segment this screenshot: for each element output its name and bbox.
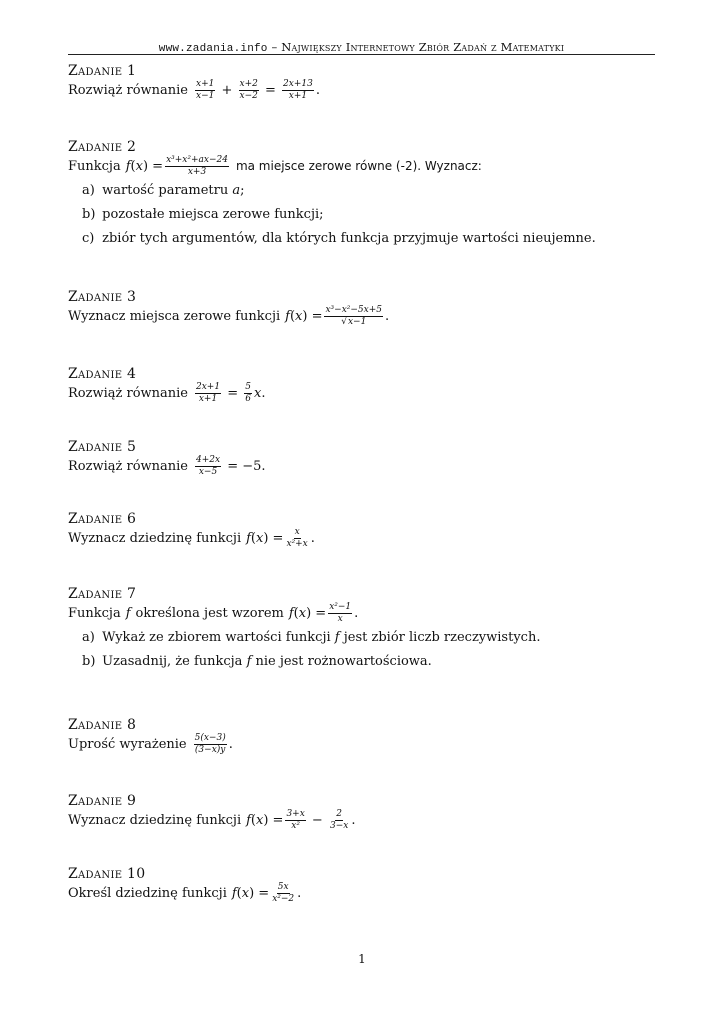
task-title: Zadanie 8 xyxy=(68,717,137,733)
task-title: Zadanie 7 xyxy=(68,586,137,602)
task-text: Wyznacz miejsca zerowe funkcji xyxy=(68,309,281,324)
task-4 xyxy=(68,367,668,404)
task-text: Funkcja xyxy=(68,159,121,174)
list-item: a) Wykaż ze zbiorem wartości funkcji f jest zbiór liczb rzeczywistych. xyxy=(82,630,541,645)
task-title: Zadanie 9 xyxy=(68,793,137,809)
task-title: Zadanie 6 xyxy=(68,511,137,527)
task-2 xyxy=(68,140,668,255)
list-item: b) pozostałe miejsca zerowe funkcji; xyxy=(82,207,324,222)
task-text: Uprość wyrażenie xyxy=(68,737,187,752)
task-items xyxy=(68,630,668,669)
list-item: a) wartość parametru a; xyxy=(82,183,245,198)
task-statement: Rozwiąż równanie $\frac{4+2x}{x-5}$ = −5. xyxy=(68,455,266,477)
task-10 xyxy=(68,867,668,904)
fraction: $\frac{5(x-3)}{(3-x)y}$ xyxy=(194,733,226,755)
task-title: Zadanie 1 xyxy=(68,63,137,79)
page-header xyxy=(68,40,655,55)
task-text: Wyznacz dziedzinę funkcji xyxy=(68,531,242,546)
task-statement: Określ dziedzinę funkcji f ( x ) = $\frac{5x}{\text{x²−2}}$ . xyxy=(68,882,302,904)
header-title: Największy Internetowy Zbiór Zadań z Matematyki xyxy=(281,40,565,54)
task-5 xyxy=(68,440,668,477)
task-title: Zadanie 3 xyxy=(68,289,137,305)
task-text: Rozwiąż równanie xyxy=(68,459,188,474)
task-8 xyxy=(68,718,668,755)
task-statement: Wyznacz dziedzinę funkcji f ( x ) = $\frac{3+x}{\text{x²}}$ − $\frac{2}{3-x}$ . xyxy=(68,809,356,831)
task-statement: Rozwiąż równanie $\frac{x+1}{x-1}$ + $\frac{x+2}{x-2}$ = $\frac{2x+13}{x+1}$ . xyxy=(68,79,320,101)
header-rule xyxy=(68,54,655,55)
task-text: ma miejsce zerowe równe (-2). Wyznacz: xyxy=(235,159,482,173)
task-text: Rozwiąż równanie xyxy=(68,83,188,98)
task-title: Zadanie 4 xyxy=(68,366,137,382)
task-statement: Uprość wyrażenie $\frac{5(x-3)}{(3-x)y}$ . xyxy=(68,733,233,755)
fraction: $\frac{2x+13}{x+1}$ xyxy=(283,79,313,101)
task-statement: Wyznacz miejsca zerowe funkcji f ( x ) = $\frac{\text{x³−x²−5x+5}}{√x-1}$ . xyxy=(68,305,390,327)
task-statement: Rozwiąż równanie $\frac{2x+1}{x+1}$ = $\frac{5}{6}$ x . xyxy=(68,382,266,404)
task-title: Zadanie 2 xyxy=(68,139,137,155)
task-text: określona jest wzorem xyxy=(135,606,284,621)
task-statement: Wyznacz dziedzinę funkcji f ( x ) = $\frac{x}{\text{x²+x}}$ . xyxy=(68,527,315,549)
fraction: $\frac{x}{\text{x²+x}}$ xyxy=(286,527,308,549)
list-item: c) zbiór tych argumentów, dla których funkcja przyjmuje wartości nieujemne. xyxy=(82,231,596,246)
fraction: $\frac{2}{3-x}$ xyxy=(329,809,349,831)
fraction: $\frac{2x+1}{x+1}$ xyxy=(196,382,221,404)
task-text: Wyznacz dziedzinę funkcji xyxy=(68,813,242,828)
task-6 xyxy=(68,512,668,549)
fraction: $\frac{5x}{\text{x²−2}}$ xyxy=(272,882,295,904)
fraction: $\frac{5}{6}$ xyxy=(245,382,251,404)
header-separator: – xyxy=(267,40,282,54)
task-9 xyxy=(68,794,668,831)
task-3 xyxy=(68,290,668,327)
task-text: Określ dziedzinę funkcji xyxy=(68,886,227,901)
task-items xyxy=(68,183,668,246)
task-title: Zadanie 5 xyxy=(68,439,137,455)
list-item: b) Uzasadnij, że funkcja f nie jest rożnowartościowa. xyxy=(82,654,432,669)
fraction: $\frac{x+1}{x-1}$ xyxy=(196,79,215,101)
page-number: 1 xyxy=(358,952,366,966)
fraction: $\frac{\text{x³+x²+ax−24}}{x+3}$ xyxy=(166,155,228,177)
task-statement: Funkcja f określona jest wzorem f ( x ) = $\frac{\text{x²−1}}{x}$ . xyxy=(68,602,359,624)
fraction: $\frac{3+x}{\text{x²}}$ xyxy=(286,809,305,831)
task-title: Zadanie 10 xyxy=(68,866,146,882)
task-statement: Funkcja f ( x ) = $\frac{\text{x³+x²+ax−24}}{x+3}$ ma miejsce zerowe równe (-2). Wyznacz: xyxy=(68,155,482,177)
fraction: $\frac{\text{x³−x²−5x+5}}{√x-1}$ xyxy=(325,305,383,327)
task-text: Rozwiąż równanie xyxy=(68,386,188,401)
fraction: $\frac{\text{x²−1}}{x}$ xyxy=(329,602,352,624)
fraction: $\frac{4+2x}{x-5}$ xyxy=(196,455,221,477)
fraction: $\frac{x+2}{x-2}$ xyxy=(239,79,258,101)
task-7 xyxy=(68,587,668,678)
task-1 xyxy=(68,64,668,101)
header-url: www.zadania.info xyxy=(158,43,268,55)
task-text: Funkcja xyxy=(68,606,121,621)
